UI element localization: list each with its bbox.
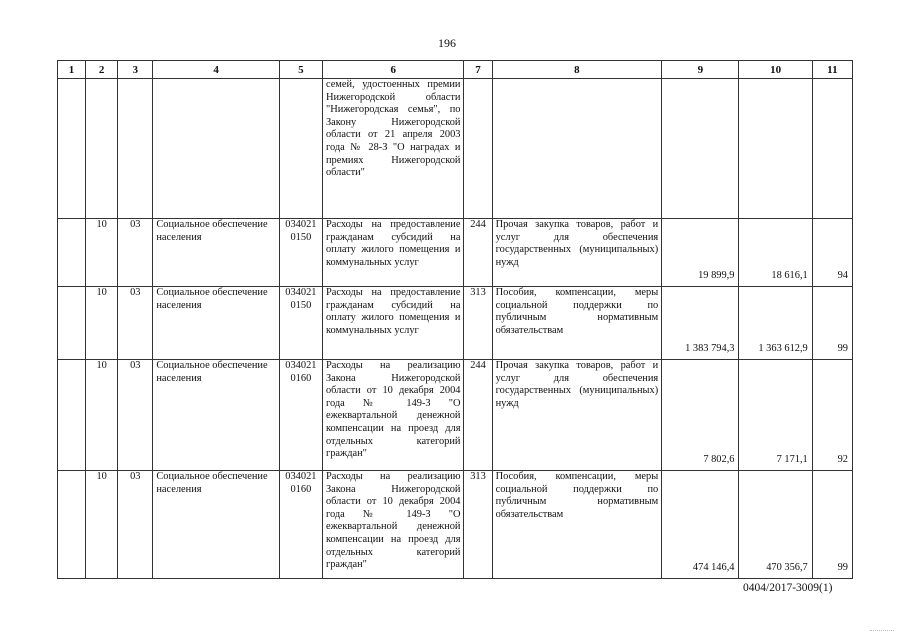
- cell-amount-executed: 18 616,1: [739, 219, 812, 287]
- cell-percent: [812, 79, 852, 219]
- column-header: 10: [739, 61, 812, 79]
- column-header: 9: [662, 61, 739, 79]
- table-row: [58, 360, 853, 471]
- table-body: [58, 79, 853, 579]
- cell-amount-planned: 19 899,9: [662, 219, 739, 287]
- cell-expense-type: 244: [464, 219, 492, 287]
- cell-expense-type-name: Прочая закупка товаров, работ и услуг для обеспечения государственных (муниципальных) нужд: [492, 360, 662, 471]
- cell-expense-name: Расходы на реализацию Закона Нижегородской области от 10 декабря 2004 года № 149-З "О ежеквартальной денежной компенсации на проезд для отдельных категорий граждан": [322, 360, 464, 471]
- cell-amount-planned: 1 383 794,3: [662, 287, 739, 360]
- cell-section-name: Социальное обеспечение населения: [153, 360, 279, 471]
- cell-target-code: [279, 471, 322, 579]
- scan-mark: [870, 630, 894, 635]
- table-row: [58, 471, 853, 579]
- target-code-part: 0160: [290, 483, 312, 495]
- cell-target-code: [279, 287, 322, 360]
- cell-section-name: Социальное обеспечение населения: [153, 471, 279, 579]
- cell-target-code: [279, 79, 322, 219]
- target-code-part: 0150: [290, 231, 312, 243]
- cell-expense-name: Расходы на реализацию Закона Нижегородской области от 10 декабря 2004 года № 149-З "О ежеквартальной денежной компенсации на проезд для отдельных категорий граждан": [322, 471, 464, 579]
- cell-amount-planned: [662, 79, 739, 219]
- cell-section: [86, 79, 118, 219]
- cell-expense-name: Расходы на предоставление гражданам субсидий на оплату жилого помещения и коммунальных услуг: [322, 219, 464, 287]
- cell-percent: 99: [812, 471, 852, 579]
- cell-section: 10: [86, 360, 118, 471]
- cell-subsection: [118, 79, 153, 219]
- cell-percent: 99: [812, 287, 852, 360]
- cell-col-1: [58, 471, 86, 579]
- cell-expense-type-name: Пособия, компенсации, меры социальной поддержки по публичным нормативным обязательствам: [492, 287, 662, 360]
- cell-section-name: [153, 79, 279, 219]
- cell-col-1: [58, 360, 86, 471]
- cell-amount-executed: 7 171,1: [739, 360, 812, 471]
- cell-target-code: [279, 360, 322, 471]
- target-code-part: 034021: [285, 360, 317, 371]
- table-header: [58, 61, 853, 79]
- cell-expense-type: 313: [464, 471, 492, 579]
- column-header: 6: [322, 61, 464, 79]
- cell-subsection: 03: [118, 471, 153, 579]
- cell-section-name: Социальное обеспечение населения: [153, 287, 279, 360]
- cell-subsection: 03: [118, 360, 153, 471]
- cell-col-1: [58, 79, 86, 219]
- cell-subsection: 03: [118, 287, 153, 360]
- column-header: 11: [812, 61, 852, 79]
- cell-amount-executed: 470 356,7: [739, 471, 812, 579]
- cell-section: 10: [86, 219, 118, 287]
- column-header: 4: [153, 61, 279, 79]
- cell-target-code: [279, 219, 322, 287]
- cell-expense-type-name: [492, 79, 662, 219]
- cell-section: 10: [86, 471, 118, 579]
- cell-amount-planned: 474 146,4: [662, 471, 739, 579]
- column-header: 3: [118, 61, 153, 79]
- cell-col-1: [58, 219, 86, 287]
- cell-expense-type: 244: [464, 360, 492, 471]
- table-row: [58, 79, 853, 219]
- cell-percent: 92: [812, 360, 852, 471]
- cell-expense-type-name: Пособия, компенсации, меры социальной поддержки по публичным нормативным обязательствам: [492, 471, 662, 579]
- cell-expense-name: семей, удостоенных премии Нижегородской области "Нижегородская семья", по Закону Нижегородской области от 21 апреля 2003 года № 28-З "О наградах и премиях Нижегородской области": [322, 79, 464, 219]
- column-header: 8: [492, 61, 662, 79]
- cell-amount-executed: 1 363 612,9: [739, 287, 812, 360]
- cell-amount-planned: 7 802,6: [662, 360, 739, 471]
- header-row: [58, 61, 853, 79]
- column-header: 2: [86, 61, 118, 79]
- cell-subsection: 03: [118, 219, 153, 287]
- column-header: 5: [279, 61, 322, 79]
- table-row: [58, 287, 853, 360]
- cell-expense-type-name: Прочая закупка товаров, работ и услуг для обеспечения государственных (муниципальных) нужд: [492, 219, 662, 287]
- column-header: 1: [58, 61, 86, 79]
- table-row: [58, 219, 853, 287]
- footer-code: 0404/2017-3009(1): [743, 582, 833, 594]
- target-code-part: 034021: [285, 219, 317, 230]
- cell-expense-type: [464, 79, 492, 219]
- page-number: 196: [438, 36, 456, 50]
- cell-section-name: Социальное обеспечение населения: [153, 219, 279, 287]
- cell-amount-executed: [739, 79, 812, 219]
- target-code-part: 0160: [290, 372, 312, 384]
- target-code-part: 034021: [285, 471, 317, 482]
- column-header: 7: [464, 61, 492, 79]
- cell-expense-type: 313: [464, 287, 492, 360]
- cell-col-1: [58, 287, 86, 360]
- budget-table: [57, 60, 853, 579]
- target-code-part: 034021: [285, 287, 317, 298]
- cell-percent: 94: [812, 219, 852, 287]
- target-code-part: 0150: [290, 299, 312, 311]
- cell-section: 10: [86, 287, 118, 360]
- cell-expense-name: Расходы на предоставление гражданам субсидий на оплату жилого помещения и коммунальных услуг: [322, 287, 464, 360]
